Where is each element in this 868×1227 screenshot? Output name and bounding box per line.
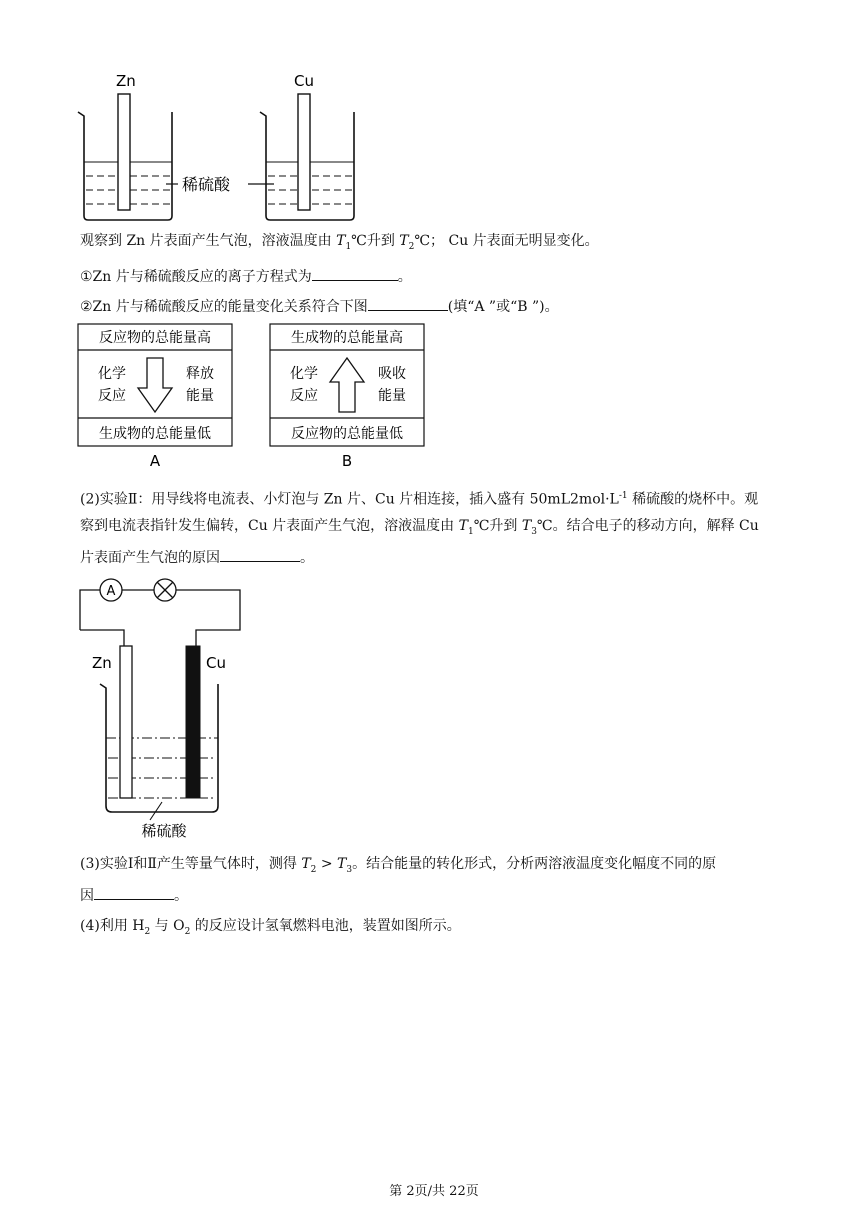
beakers-figure xyxy=(70,66,370,226)
diagram-b-caption: B xyxy=(341,452,353,470)
cu-strip xyxy=(186,646,200,798)
answer-blank[interactable] xyxy=(312,266,398,281)
diagram-a-caption: A xyxy=(149,452,161,470)
diagram-b-left-1: 化学 xyxy=(290,366,318,382)
acid-label: 稀硫酸 xyxy=(182,175,231,194)
diagram-a-left-1: 化学 xyxy=(98,366,126,382)
diagram-b-bottom: 反应物的总能量低 xyxy=(291,426,403,442)
exp2-line-2: 察到电流表指针发生偏转，Cu 片表面产生气泡，溶液温度由 $T_1℃$升到 $T_3℃$。结合电子的移动方向，解释 Cu xyxy=(80,518,759,537)
diagram-a-bottom: 生成物的总能量低 xyxy=(99,426,211,442)
circuit-figure xyxy=(76,576,256,842)
bulb-icon xyxy=(154,579,176,601)
observation-text: 观察到 Zn 片表面产生气泡，溶液温度由 $T_1℃$升到 $T_2℃$； Cu 片表面无明显变化。 xyxy=(80,233,599,252)
exp2-line-1: (2)实验Ⅱ：用导线将电流表、小灯泡与 Zn 片、Cu 片相连接，插入盛有 $50mL2mol\cdot L^{-1}$ 稀硫酸的烧杯中。观 xyxy=(80,491,759,508)
diagram-a xyxy=(78,324,232,470)
cu-strip xyxy=(298,94,310,210)
down-arrow-icon xyxy=(138,358,172,412)
zn-electrode-label: Zn xyxy=(92,654,112,672)
diagram-a-right-1: 释放 xyxy=(186,366,214,382)
zn-electrode-label: Zn xyxy=(116,72,136,90)
diagram-b-right-1: 吸收 xyxy=(378,366,406,382)
answer-blank[interactable] xyxy=(368,296,448,311)
answer-blank[interactable] xyxy=(220,547,300,562)
cu-electrode-label: Cu xyxy=(294,72,314,90)
exp2-line-3: 片表面产生气泡的原因 。 xyxy=(80,547,314,568)
up-arrow-icon xyxy=(330,358,364,412)
question-2: ②Zn 片与稀硫酸反应的能量变化关系符合下图 (填“A ”或“B ”)。 xyxy=(80,296,559,317)
q3-line-2: 因 。 xyxy=(80,885,188,906)
zn-strip xyxy=(120,646,132,798)
page-footer: 第 2页/共 22页 xyxy=(389,1184,479,1199)
ammeter-label: A xyxy=(106,584,116,599)
cu-electrode-label: Cu xyxy=(206,654,226,672)
diagram-a-top: 反应物的总能量高 xyxy=(99,330,211,346)
diagram-b-top: 生成物的总能量高 xyxy=(291,330,403,346)
q4-line: (4)利用 $H_2$ 与 $O_2$ 的反应设计氢氧燃料电池，装置如图所示。 xyxy=(80,918,461,937)
diagram-a-left-2: 反应 xyxy=(98,388,126,404)
acid-label: 稀硫酸 xyxy=(141,822,187,840)
diagram-b-left-2: 反应 xyxy=(290,388,318,404)
zn-strip xyxy=(118,94,130,210)
diagram-a-right-2: 能量 xyxy=(186,388,214,404)
q3-line-1: (3)实验Ⅰ和Ⅱ产生等量气体时，测得 $T_2 > T_3$。结合能量的转化形式，分析两溶液温度变化幅度不同的原 xyxy=(80,856,717,875)
diagram-b xyxy=(270,324,424,470)
diagram-b-right-2: 能量 xyxy=(378,388,406,404)
question-1: ①Zn 片与稀硫酸反应的离子方程式为 。 xyxy=(80,266,412,287)
energy-diagrams xyxy=(76,322,436,472)
answer-blank[interactable] xyxy=(94,885,174,900)
